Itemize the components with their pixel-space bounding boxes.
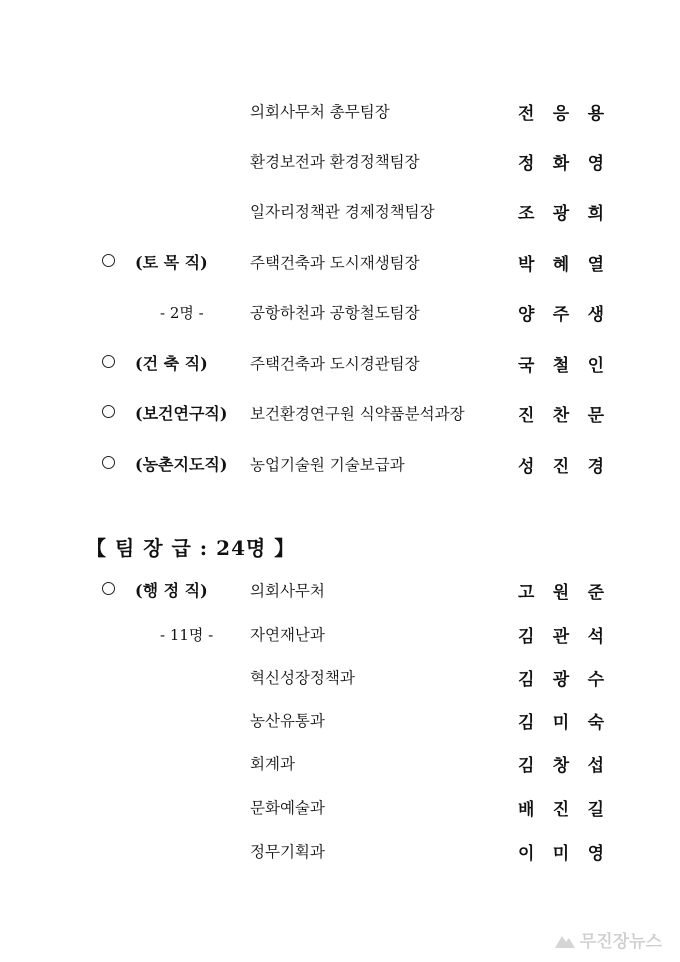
department: 혁신성장정책과 [250, 669, 355, 687]
headcount: - 11명 - [160, 626, 214, 644]
department: 자연재난과 [250, 626, 325, 644]
department: 정무기획과 [250, 843, 325, 861]
job-category: (농촌지도직) [135, 455, 228, 474]
list-item [0, 99, 680, 129]
person-name: 박 혜 열 [518, 255, 604, 275]
person-name: 조 광 희 [518, 204, 604, 224]
person-name: 국 철 인 [518, 356, 604, 376]
watermark-text: 무진장뉴스 [579, 932, 662, 952]
department: 환경보전과 환경정책팀장 [250, 153, 420, 171]
list-item [0, 351, 680, 381]
person-name: 김 관 석 [518, 627, 604, 647]
person-name: 이 미 영 [518, 844, 604, 864]
department: 보건환경연구원 식약품분석과장 [250, 405, 465, 423]
person-name: 김 창 섭 [518, 756, 604, 776]
department: 농업기술원 기술보급과 [250, 456, 405, 474]
list-item [0, 708, 680, 738]
person-name: 진 찬 문 [518, 406, 604, 426]
person-name: 전 응 용 [518, 104, 604, 124]
mountain-logo-icon [554, 931, 576, 949]
person-name: 정 화 영 [518, 154, 604, 174]
watermark [554, 927, 662, 952]
list-item [0, 250, 680, 280]
department: 공항하천과 공항철도팀장 [250, 304, 420, 322]
job-category: (토 목 직) [135, 253, 208, 272]
section-heading: 【 팀 장 급 : 24명 】 [86, 536, 296, 560]
person-name: 성 진 경 [518, 457, 604, 477]
list-item [0, 578, 680, 608]
department: 의회사무처 [250, 582, 325, 600]
list-item [0, 665, 680, 695]
person-name: 양 주 생 [518, 305, 604, 325]
job-category: (건 축 직) [135, 354, 208, 373]
headcount: - 2명 - [160, 304, 204, 322]
circle-bullet-icon [102, 582, 115, 595]
person-name: 김 미 숙 [518, 713, 604, 733]
department: 의회사무처 총무팀장 [250, 103, 390, 121]
list-item [0, 300, 680, 330]
job-category: (행 정 직) [135, 581, 208, 600]
list-item [0, 452, 680, 482]
person-name: 고 원 준 [518, 583, 604, 603]
list-item [0, 401, 680, 431]
department: 문화예술과 [250, 799, 325, 817]
circle-bullet-icon [102, 456, 115, 469]
list-item [0, 795, 680, 825]
job-category: (보건연구직) [135, 404, 228, 423]
list-item [0, 149, 680, 179]
person-name: 김 광 수 [518, 670, 604, 690]
list-item [0, 622, 680, 652]
circle-bullet-icon [102, 254, 115, 267]
person-name: 배 진 길 [518, 800, 604, 820]
list-item [0, 751, 680, 781]
department: 주택건축과 도시경관팀장 [250, 355, 420, 373]
list-item [0, 199, 680, 229]
list-item [0, 839, 680, 869]
department: 회계과 [250, 755, 295, 773]
circle-bullet-icon [102, 355, 115, 368]
circle-bullet-icon [102, 405, 115, 418]
department: 농산유통과 [250, 712, 325, 730]
department: 일자리정책관 경제정책팀장 [250, 203, 435, 221]
department: 주택건축과 도시재생팀장 [250, 254, 420, 272]
